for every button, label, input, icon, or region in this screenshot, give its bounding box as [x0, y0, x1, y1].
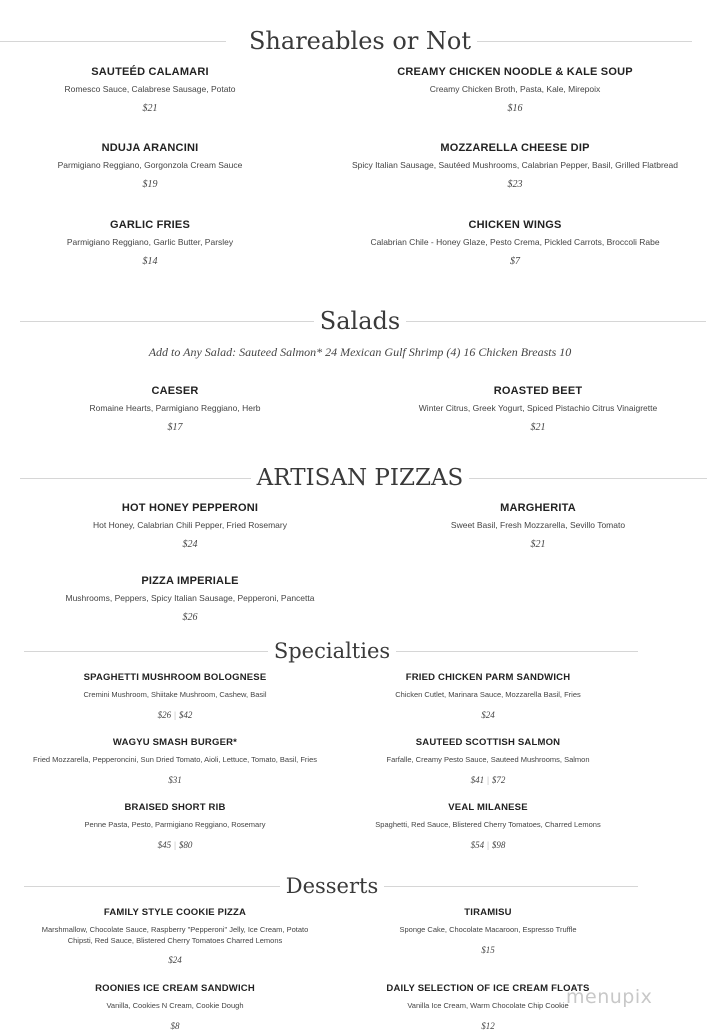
menu-item: CAESER Romaine Hearts, Parmigiano Reggiano, Herb $17 — [89, 385, 261, 433]
menu-item: SAUTEED SCOTTISH SALMON Farfalle, Creamy Pesto Sauce, Sauteed Mushrooms, Salmon $41 | $72 — [386, 737, 590, 785]
menu-item: MOZZARELLA CHEESE DIP Spicy Italian Sausage, Sautéed Mushrooms, Calabrian Pepper, Basil, Grilled Flatbread $23 — [351, 142, 678, 190]
menu-item: FAMILY STYLE COOKIE PIZZA Marshmallow, Chocolate Sauce, Raspberry "Pepperoni" Jelly, Ice Cream, Potato Chipsti, Red Sauce, Blistered Cherry Tomatoes Charred Lemons $24 — [41, 907, 309, 965]
menu-item: BRAISED SHORT RIB Penne Pasta, Pesto, Parmigiano Reggiano, Rosemary $45 | $80 — [84, 802, 266, 850]
section-header-shareables — [0, 24, 720, 58]
menu-item: TIRAMISU Sponge Cake, Chocolate Macaroon, Espresso Truffle $15 — [399, 907, 577, 955]
salad-addon-note: Add to Any Salad: Sauteed Salmon* 24 Mexican Gulf Shrimp (4) 16 Chicken Breasts 10 — [148, 345, 572, 359]
section-title-specialties: Specialties — [268, 639, 396, 663]
menu-item: CREAMY CHICKEN NOODLE & KALE SOUP Creamy Chicken Broth, Pasta, Kale, Mirepoix $16 — [397, 66, 633, 114]
section-title-desserts: Desserts — [280, 874, 385, 898]
section-title-shareables: Shareables or Not — [243, 27, 477, 55]
menu-item: FRIED CHICKEN PARM SANDWICH Chicken Cutlet, Marinara Sauce, Mozzarella Basil, Fries $24 — [395, 672, 581, 720]
menu-item: SPAGHETTI MUSHROOM BOLOGNESE Cremini Mushroom, Shiitake Mushroom, Cashew, Basil $26 | $42 — [83, 672, 267, 720]
section-header-pizzas — [0, 461, 720, 495]
menu-item: DAILY SELECTION OF ICE CREAM FLOATS Vanilla Ice Cream, Warm Chocolate Chip Cookie $12 — [386, 983, 590, 1031]
menu-item: MARGHERITA Sweet Basil, Fresh Mozzarella, Sevillo Tomato $21 — [450, 502, 626, 550]
menu-item: SAUTEÉD CALAMARI Romesco Sauce, Calabrese Sausage, Potato $21 — [64, 66, 236, 114]
section-header-desserts — [0, 869, 720, 903]
menu-item: ROASTED BEET Winter Citrus, Greek Yogurt, Spiced Pistachio Citrus Vinaigrette $21 — [418, 385, 658, 433]
menu-item: VEAL MILANESE Spaghetti, Red Sauce, Blistered Cherry Tomatoes, Charred Lemons $54 | $98 — [375, 802, 601, 850]
menu-item: ROONIES ICE CREAM SANDWICH Vanilla, Cookies N Cream, Cookie Dough $8 — [95, 983, 255, 1031]
menu-item: NDUJA ARANCINI Parmigiano Reggiano, Gorgonzola Cream Sauce $19 — [57, 142, 243, 190]
menu-item: CHICKEN WINGS Calabrian Chile - Honey Glaze, Pesto Crema, Pickled Carrots, Broccoli Rabe $7 — [370, 219, 660, 267]
section-title-salads: Salads — [314, 307, 406, 335]
menu-item: WAGYU SMASH BURGER* Fried Mozzarella, Pepperoncini, Sun Dried Tomato, Aioli, Lettuce, Tomato, Basil, Fries $31 — [32, 737, 318, 785]
section-title-pizzas: ARTISAN PIZZAS — [251, 465, 470, 491]
menu-item: PIZZA IMPERIALE Mushrooms, Peppers, Spicy Italian Sausage, Pepperoni, Pancetta $26 — [65, 575, 315, 623]
menu-item: HOT HONEY PEPPERONI Hot Honey, Calabrian Chili Pepper, Fried Rosemary $24 — [92, 502, 287, 550]
section-header-specialties — [0, 634, 720, 668]
menupix-watermark: menupix — [566, 986, 653, 1008]
menu-item: GARLIC FRIES Parmigiano Reggiano, Garlic Butter, Parsley $14 — [66, 219, 234, 267]
section-header-salads — [0, 304, 720, 338]
